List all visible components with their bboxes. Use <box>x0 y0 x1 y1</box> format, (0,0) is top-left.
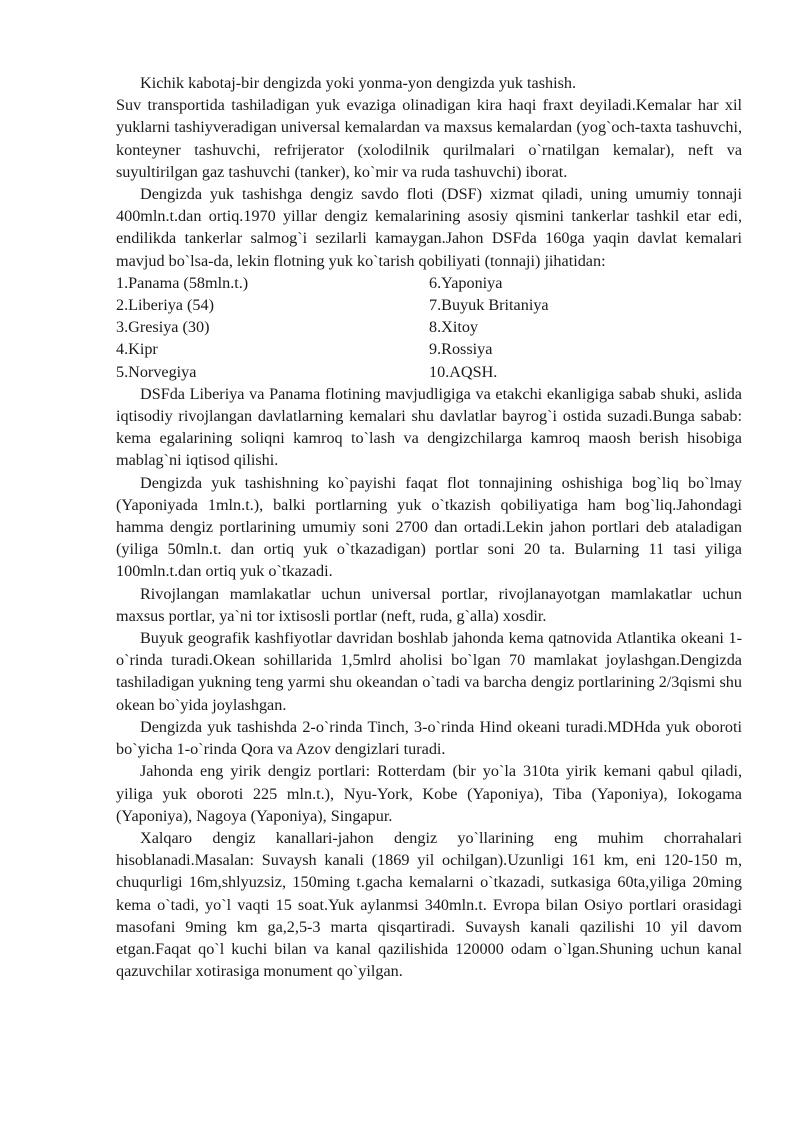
document-page <box>116 72 742 982</box>
paragraph-largest-ports: Jahonda eng yirik dengiz portlari: Rotterdam (bir yo`la 310ta yirik kemani qabul qiladi, yiliga yuk oboroti 225 mln.t.), Nyu-York, Kobe (Yaponiya), Tiba (Yaponiya), Iokogama (Yaponiya), Nagoya (Yaponiya), Singapur. <box>116 762 742 825</box>
paragraph-canals: Xalqaro dengiz kanallari-jahon dengiz yo`llarining eng muhim chorrahalari hisoblanadi.Masalan: Suvaysh kanali (1869 yil ochilgan).Uzunligi 161 km, eni 120-150 m, chuqurligi 16m,shlyuzsiz, 150ming t.gacha kemalarni o`tkazadi, sutkasiga 60ta,yiliga 20ming kema o`tadi, yo`l vaqti 15 soat.Yuk aylanmsi 340mln.t. Evropa bilan Osiyo portlari orasidagi masofani 9ming km ga,2,5-3 marta qisqartiradi. Suvaysh kanali qazilishi 10 yil davom etgan.Faqat qo`l kuchi bilan va kanal qazilishida 120000 odam o`lgan.Shuning uchun kanal qazuvchilar xotirasiga monument qo`yilgan. <box>116 828 742 981</box>
list-item: 4.Kipr <box>116 340 158 359</box>
country-list <box>116 272 742 383</box>
paragraph-dsf: Dengizda yuk tashishga dengiz savdo floti (DSF) xizmat qiladi, uning umumiy tonnaji 400mln.t.dan ortiq.1970 yillar dengiz kemalarining asosiy qismini tankerlar tashkil etar edi, endilikda tankerlar salmog`i sezilarli kamaygan.Jahon DSFda 160ga yaqin davlat kemalari mavjud bo`lsa-da, lekin flotning yuk ko`tarish qobiliyati (tonnaji) jihatidan: <box>116 185 742 270</box>
list-item: 3.Gresiya (30) <box>116 318 210 337</box>
list-row <box>116 316 742 338</box>
list-row <box>116 272 742 294</box>
paragraph-port-types: Rivojlangan mamlakatlar uchun universal portlar, rivojlanayotgan mamlakatlar uchun maxsus portlar, ya`ni tor ixtisosli portlar (neft, ruda, g`alla) xosdir. <box>116 584 742 625</box>
list-item: 1.Panama (58mln.t.) <box>116 273 249 292</box>
paragraph-fraxt: Suv transportida tashiladigan yuk evaziga olinadigan kira haqi fraxt deyiladi.Kemalar har xil yuklarni tashiyveradigan universal kemalardan va maxsus kemalardan (yog`och-taxta tashuvchi, konteyner tashuvchi, refrijerator (xolodilnik qurilmalari o`rnatilgan kemalar), neft va suyultirilgan gaz tashuvchi (tanker), ko`mir va ruda tashuvchi) iborat. <box>116 96 742 181</box>
list-item: 8.Xitoy <box>429 318 479 337</box>
list-item: 2.Liberiya (54) <box>116 296 214 315</box>
paragraph-kabotaj: Kichik kabotaj-bir dengizda yoki yonma-yon dengizda yuk tashish. <box>140 74 577 92</box>
list-row <box>116 294 742 316</box>
list-item: 9.Rossiya <box>429 340 493 359</box>
list-row <box>116 361 742 383</box>
paragraph-atlantic: Buyuk geografik kashfiyotlar davridan boshlab jahonda kema qatnovida Atlantika okeani 1-o`rinda turadi.Okean sohillarida 1,5mlrd aholisi bo`lgan 70 mamlakat joylashgan.Dengizda tashiladigan yukning teng yarmi shu okeandan o`tadi va barcha dengiz portlarining 2/3qismi shu okean bo`yida joylashgan. <box>116 629 742 714</box>
list-item: 7.Buyuk Britaniya <box>429 296 549 315</box>
list-row <box>116 338 742 360</box>
paragraph-pacific-indian: Dengizda yuk tashishda 2-o`rinda Tinch, 3-o`rinda Hind okeani turadi.MDHda yuk oboroti bo`yicha 1-o`rinda Qora va Azov dengizlari turadi. <box>116 717 742 759</box>
list-item: 6.Yaponiya <box>429 273 503 292</box>
paragraph-ports: Dengizda yuk tashishning ko`payishi faqat flot tonnajining oshishiga bog`liq bo`lmay (Yaponiyada 1mln.t.), balki portlarning yuk o`tkazish qobiliyatiga ham bog`liq.Jahondagi hamma dengiz portlarining umumiy soni 2700 dan ortadi.Lekin jahon portlari deb ataladigan (yiliga 50mln.t. dan ortiq yuk o`tkazadigan) portlar soni 20 ta. Bularning 11 tasi yiliga 100mln.t.dan ortiq yuk o`tkazadi. <box>116 473 742 581</box>
list-item: 10.AQSH. <box>429 362 498 381</box>
list-item: 5.Norvegiya <box>116 362 197 381</box>
paragraph-flag: DSFda Liberiya va Panama flotining mavjudligiga va etakchi ekanligiga sabab shuki, aslida iqtisodiy rivojlangan davlatlarning kemalari shu davlatlar bayrog`i ostida suzadi.Bunga sabab: kema egalarining soliqni kamroq to`lash va dengizchilarga kamroq maosh berish hisobiga mablag`ni iqtisod qilishi. <box>116 384 742 470</box>
